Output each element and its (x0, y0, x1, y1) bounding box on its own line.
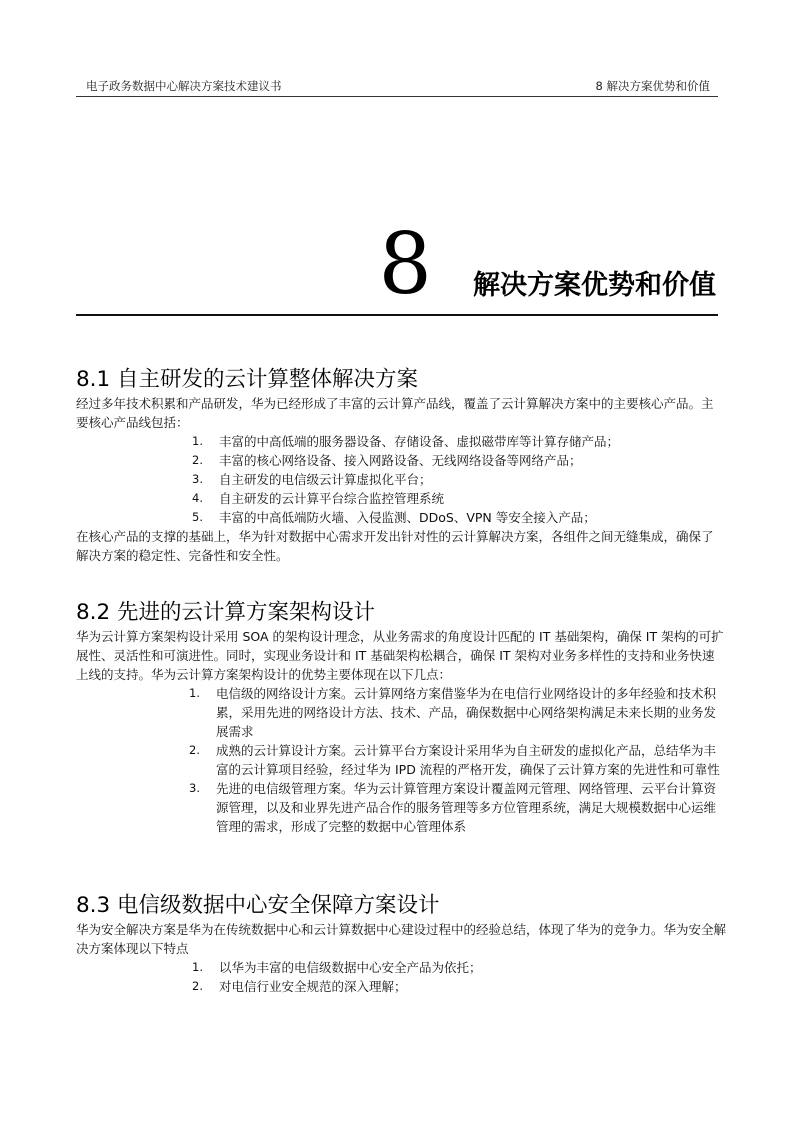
list-item (189, 779, 726, 836)
list-item (192, 432, 724, 451)
list-item (192, 489, 724, 508)
list-text: 先进的电信级管理方案。华为云计算管理方案设计覆盖网元管理、网络管理、云平台计算资源管理，以及和业界先进产品合作的服务管理等多方位管理系统，满足大规模数据中心运维管理的需求，形成了完整的数据中心管理体系 (216, 781, 717, 834)
list-number: 3. (189, 781, 200, 795)
list-text: 自主研发的云计算平台综合监控管理系统 (219, 491, 445, 506)
list-number: 3. (192, 472, 203, 486)
list-number: 1. (192, 960, 203, 974)
list-number: 4. (192, 491, 203, 505)
chapter-heading (76, 215, 718, 316)
section-intro: 华为安全解决方案是华为在传统数据中心和云计算数据中心建设过程中的经验总结，体现了华为的竞争力。华为安全解决方案体现以下特点 (76, 922, 727, 956)
list-number: 2. (192, 453, 203, 467)
chapter-number: 8 (378, 215, 432, 313)
architecture-advantages-list (189, 684, 726, 836)
list-item (189, 684, 726, 741)
list-item (192, 508, 724, 527)
chapter-title: 解决方案优势和价值 (473, 270, 716, 301)
list-text: 成熟的云计算设计方案。云计算平台方案设计采用华为自主研发的虚拟化产品，总结华为丰富的云计算项目经验，经过华为 IPD 流程的严格开发，确保了云计算方案的先进性和可靠性 (216, 743, 720, 777)
section-outro: 在核心产品的支撑的基础上，华为针对数据中心需求开发出针对性的云计算解决方案，各组件之间无缝集成，确保了解决方案的稳定性、完备性和安全性。 (76, 529, 714, 563)
list-number: 1. (189, 686, 200, 700)
header-chapter-title: 8 解决方案优势和价值 (595, 79, 710, 93)
list-number: 2. (189, 743, 200, 757)
page-header (76, 78, 718, 97)
list-item (192, 958, 734, 977)
list-text: 丰富的中高低端防火墙、入侵监测、DDoS、VPN 等安全接入产品； (219, 510, 596, 525)
section-heading: 8.2 先进的云计算方案架构设计 (76, 600, 376, 625)
list-item (192, 977, 734, 996)
list-text: 电信级的网络设计方案。云计算网络方案借鉴华为在电信行业网络设计的多年经验和技术积累，采用先进的网络设计方法、技术、产品，确保数据中心网络架构满足未来长期的业务发展需求 (216, 686, 717, 739)
list-text: 丰富的核心网络设备、接入网路设备、无线网络设备等网络产品； (219, 453, 582, 468)
section-intro: 经过多年技术积累和产品研发，华为已经形成了丰富的云计算产品线，覆盖了云计算解决方案中的主要核心产品。主要核心产品线包括： (76, 396, 714, 430)
list-text: 丰富的中高低端的服务器设备、存储设备、虚拟磁带库等计算存储产品； (219, 434, 620, 449)
list-text: 自主研发的电信级云计算虚拟化平台； (219, 472, 432, 487)
core-product-list (192, 432, 724, 527)
list-number: 5. (192, 510, 203, 524)
section-intro: 华为云计算方案架构设计采用 SOA 的架构设计理念，从业务需求的角度设计匹配的 IT 基础架构，确保 IT 架构的可扩展性、灵活性和可演进性。同时，实现业务设计和 IT 基础架构松耦合，确保 IT 架构对业务多样性的支持和业务快速上线的支持。华为云计算方案架构设计的优势主要体现在以下几点： (76, 629, 724, 682)
section-8-2 (76, 599, 724, 836)
security-features-list (192, 958, 734, 996)
section-heading: 8.1 自主研发的云计算整体解决方案 (76, 367, 419, 392)
section-8-1 (76, 366, 724, 565)
section-heading: 8.3 电信级数据中心安全保障方案设计 (76, 893, 440, 918)
list-number: 1. (192, 434, 203, 448)
list-item (192, 451, 724, 470)
list-text: 对电信行业安全规范的深入理解； (219, 979, 407, 994)
list-number: 2. (192, 979, 203, 993)
header-document-title: 电子政务数据中心解决方案技术建议书 (86, 79, 282, 93)
section-8-3 (76, 892, 734, 996)
list-text: 以华为丰富的电信级数据中心安全产品为依托； (219, 960, 482, 975)
list-item (192, 470, 724, 489)
list-item (189, 741, 726, 779)
